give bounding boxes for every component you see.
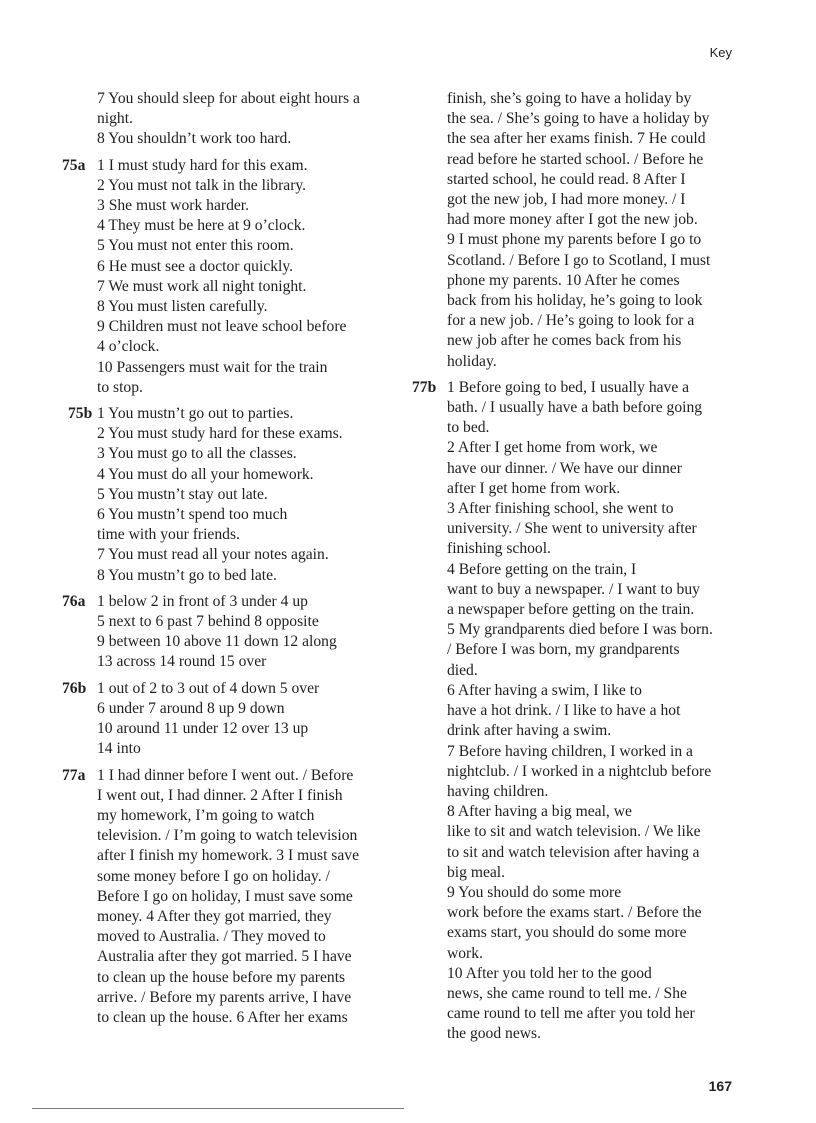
- answer-line: 1 You mustn’t go out to parties.: [97, 405, 294, 423]
- answer-line: 5 You mustn’t stay out late.: [97, 485, 268, 503]
- answer-line: my homework, I’m going to watch: [97, 806, 315, 824]
- answer-line: 8 You must listen carefully.: [97, 298, 268, 316]
- answer-line: holiday.: [447, 352, 497, 370]
- answer-line: 10 After you told her to the good: [447, 964, 652, 982]
- answer-line: 9 You should do some more: [447, 883, 622, 901]
- answer-line: work before the exams start. / Before the: [447, 904, 702, 922]
- left-column: [62, 89, 392, 1028]
- answer-line: want to buy a newspaper. / I want to buy: [447, 580, 700, 598]
- answer-line: 9 I must phone my parents before I go to: [447, 231, 702, 249]
- answer-line: some money before I go on holiday. /: [97, 867, 330, 885]
- answer-line: / Before I was born, my grandparents: [447, 641, 680, 659]
- answer-line: for a new job. / He’s going to look for a: [447, 312, 695, 330]
- answer-line: 3 After finishing school, she went to: [447, 500, 674, 518]
- page-number: 167: [708, 1078, 732, 1094]
- answer-line: 7 You should sleep for about eight hours a: [97, 90, 360, 107]
- answer-line: 7 We must work all night tonight.: [97, 277, 307, 295]
- answer-line: the good news.: [447, 1025, 541, 1043]
- section-74-continued: [62, 89, 392, 150]
- answer-line: work.: [447, 944, 483, 962]
- answer-line: time with your friends.: [97, 526, 240, 544]
- answer-line: have a hot drink. / I like to have a hot: [447, 702, 681, 720]
- answer-line: 7 Before having children, I worked in a: [447, 742, 693, 760]
- section-label: 75b: [68, 405, 93, 423]
- answer-line: 5 You must not enter this room.: [97, 237, 294, 255]
- answer-line: had more money after I got the new job.: [447, 211, 698, 229]
- answer-line: 4 You must do all your homework.: [97, 465, 314, 483]
- answer-line: started school, he could read. 8 After I: [447, 170, 686, 188]
- section-77a-continued: [412, 89, 747, 372]
- answer-line: 5 My grandparents died before I was born.: [447, 621, 713, 639]
- answer-line: 10 Passengers must wait for the train: [97, 358, 328, 376]
- section-label: 76a: [62, 592, 86, 610]
- answer-line: Scotland. / Before I go to Scotland, I must: [447, 251, 711, 269]
- answer-line: I went out, I had dinner. 2 After I finish: [97, 786, 343, 804]
- section-label: 76b: [62, 679, 87, 697]
- answer-line: bath. / I usually have a bath before going: [447, 399, 703, 417]
- answer-line: have our dinner. / We have our dinner: [447, 459, 682, 477]
- answer-line: to clean up the house before my parents: [97, 968, 346, 986]
- answer-line: the sea. / She’s going to have a holiday by: [447, 110, 710, 128]
- answer-line: to clean up the house. 6 After her exams: [97, 1008, 348, 1026]
- section-76a: [62, 592, 392, 673]
- answer-line: big meal.: [447, 863, 506, 881]
- answer-line: Before I go on holiday, I must save some: [97, 887, 353, 905]
- answer-line: 2 After I get home from work, we: [447, 439, 658, 457]
- answer-line: university. / She went to university after: [447, 520, 697, 538]
- answer-line: like to sit and watch television. / We like: [447, 823, 701, 841]
- answer-line: nightclub. / I worked in a nightclub before: [447, 762, 712, 780]
- answer-line: finishing school.: [447, 540, 551, 558]
- answer-line: after I get home from work.: [447, 479, 621, 497]
- section-76b: [62, 679, 392, 760]
- right-column: [412, 89, 747, 1045]
- answer-line: 9 between 10 above 11 down 12 along: [97, 633, 337, 651]
- answer-line: 8 You shouldn’t work too hard.: [97, 130, 292, 148]
- answer-line: got the new job, I had more money. / I: [447, 191, 686, 209]
- section-77a: [62, 766, 392, 1029]
- answer-line: television. / I’m going to watch television: [97, 827, 358, 845]
- answer-line: drink after having a swim.: [447, 722, 612, 740]
- answer-line: money. 4 After they got married, they: [97, 907, 332, 925]
- section-75a: [62, 156, 392, 398]
- answer-line: 6 After having a swim, I like to: [447, 681, 642, 699]
- answer-line: died.: [447, 661, 478, 679]
- answer-line: arrive. / Before my parents arrive, I have: [97, 988, 352, 1006]
- section-label: 75a: [62, 156, 86, 174]
- answer-line: 2 You must study hard for these exams.: [97, 425, 343, 443]
- answer-line: Australia after they got married. 5 I have: [97, 948, 352, 966]
- answer-line: 6 under 7 around 8 up 9 down: [97, 699, 285, 717]
- answer-line: 2 You must not talk in the library.: [97, 176, 307, 194]
- answer-line: 3 You must go to all the classes.: [97, 445, 297, 463]
- answer-line: 5 next to 6 past 7 behind 8 opposite: [97, 613, 319, 631]
- answer-line: to bed.: [447, 419, 490, 437]
- answer-line: 1 below 2 in front of 3 under 4 up: [97, 592, 308, 610]
- answer-line: 1 I had dinner before I went out. / Before: [97, 766, 354, 784]
- answer-line: news, she came round to tell me. / She: [447, 984, 687, 1002]
- answer-line: 1 I must study hard for this exam.: [97, 156, 308, 174]
- answer-line: the sea after her exams finish. 7 He could: [447, 130, 706, 148]
- section-label: 77a: [62, 766, 86, 784]
- answer-line: 9 Children must not leave school before: [97, 318, 347, 336]
- answer-line: after I finish my homework. 3 I must save: [97, 847, 360, 865]
- answer-line: 4 Before getting on the train, I: [447, 560, 637, 578]
- answer-line: 1 Before going to bed, I usually have a: [447, 378, 690, 396]
- answer-line: finish, she’s going to have a holiday by: [447, 90, 692, 107]
- running-header: Key: [709, 45, 732, 60]
- answer-line: 10 around 11 under 12 over 13 up: [97, 720, 309, 738]
- section-77b: [412, 378, 747, 1045]
- answer-line: 4 They must be here at 9 o’clock.: [97, 217, 306, 235]
- answer-line: came round to tell me after you told her: [447, 1005, 695, 1023]
- answer-line: phone my parents. 10 After he comes: [447, 271, 680, 289]
- answer-line: 8 After having a big meal, we: [447, 803, 632, 821]
- section-75b: [62, 404, 392, 586]
- answer-line: 13 across 14 round 15 over: [97, 653, 267, 671]
- answer-line: 8 You mustn’t go to bed late.: [97, 566, 277, 584]
- answer-line: 7 You must read all your notes again.: [97, 546, 329, 564]
- answer-line: exams start, you should do some more: [447, 924, 687, 942]
- answer-line: 6 You mustn’t spend too much: [97, 506, 288, 524]
- answer-line: 6 He must see a doctor quickly.: [97, 257, 294, 275]
- answer-line: to stop.: [97, 378, 143, 396]
- answer-line: 4 o’clock.: [97, 338, 160, 356]
- section-label: 77b: [412, 378, 437, 396]
- answer-line: to sit and watch television after having a: [447, 843, 700, 861]
- answer-line: back from his holiday, he’s going to look: [447, 292, 703, 310]
- answer-line: 1 out of 2 to 3 out of 4 down 5 over: [97, 679, 320, 697]
- answer-line: 14 into: [97, 740, 141, 758]
- answer-line: new job after he comes back from his: [447, 332, 682, 350]
- answer-line: read before he started school. / Before he: [447, 150, 704, 168]
- answer-line: night.: [97, 110, 133, 128]
- answer-line: 3 She must work harder.: [97, 197, 250, 215]
- footer-divider: [32, 1108, 404, 1109]
- answer-line: moved to Australia. / They moved to: [97, 928, 326, 946]
- answer-line: a newspaper before getting on the train.: [447, 601, 695, 619]
- answer-line: having children.: [447, 782, 549, 800]
